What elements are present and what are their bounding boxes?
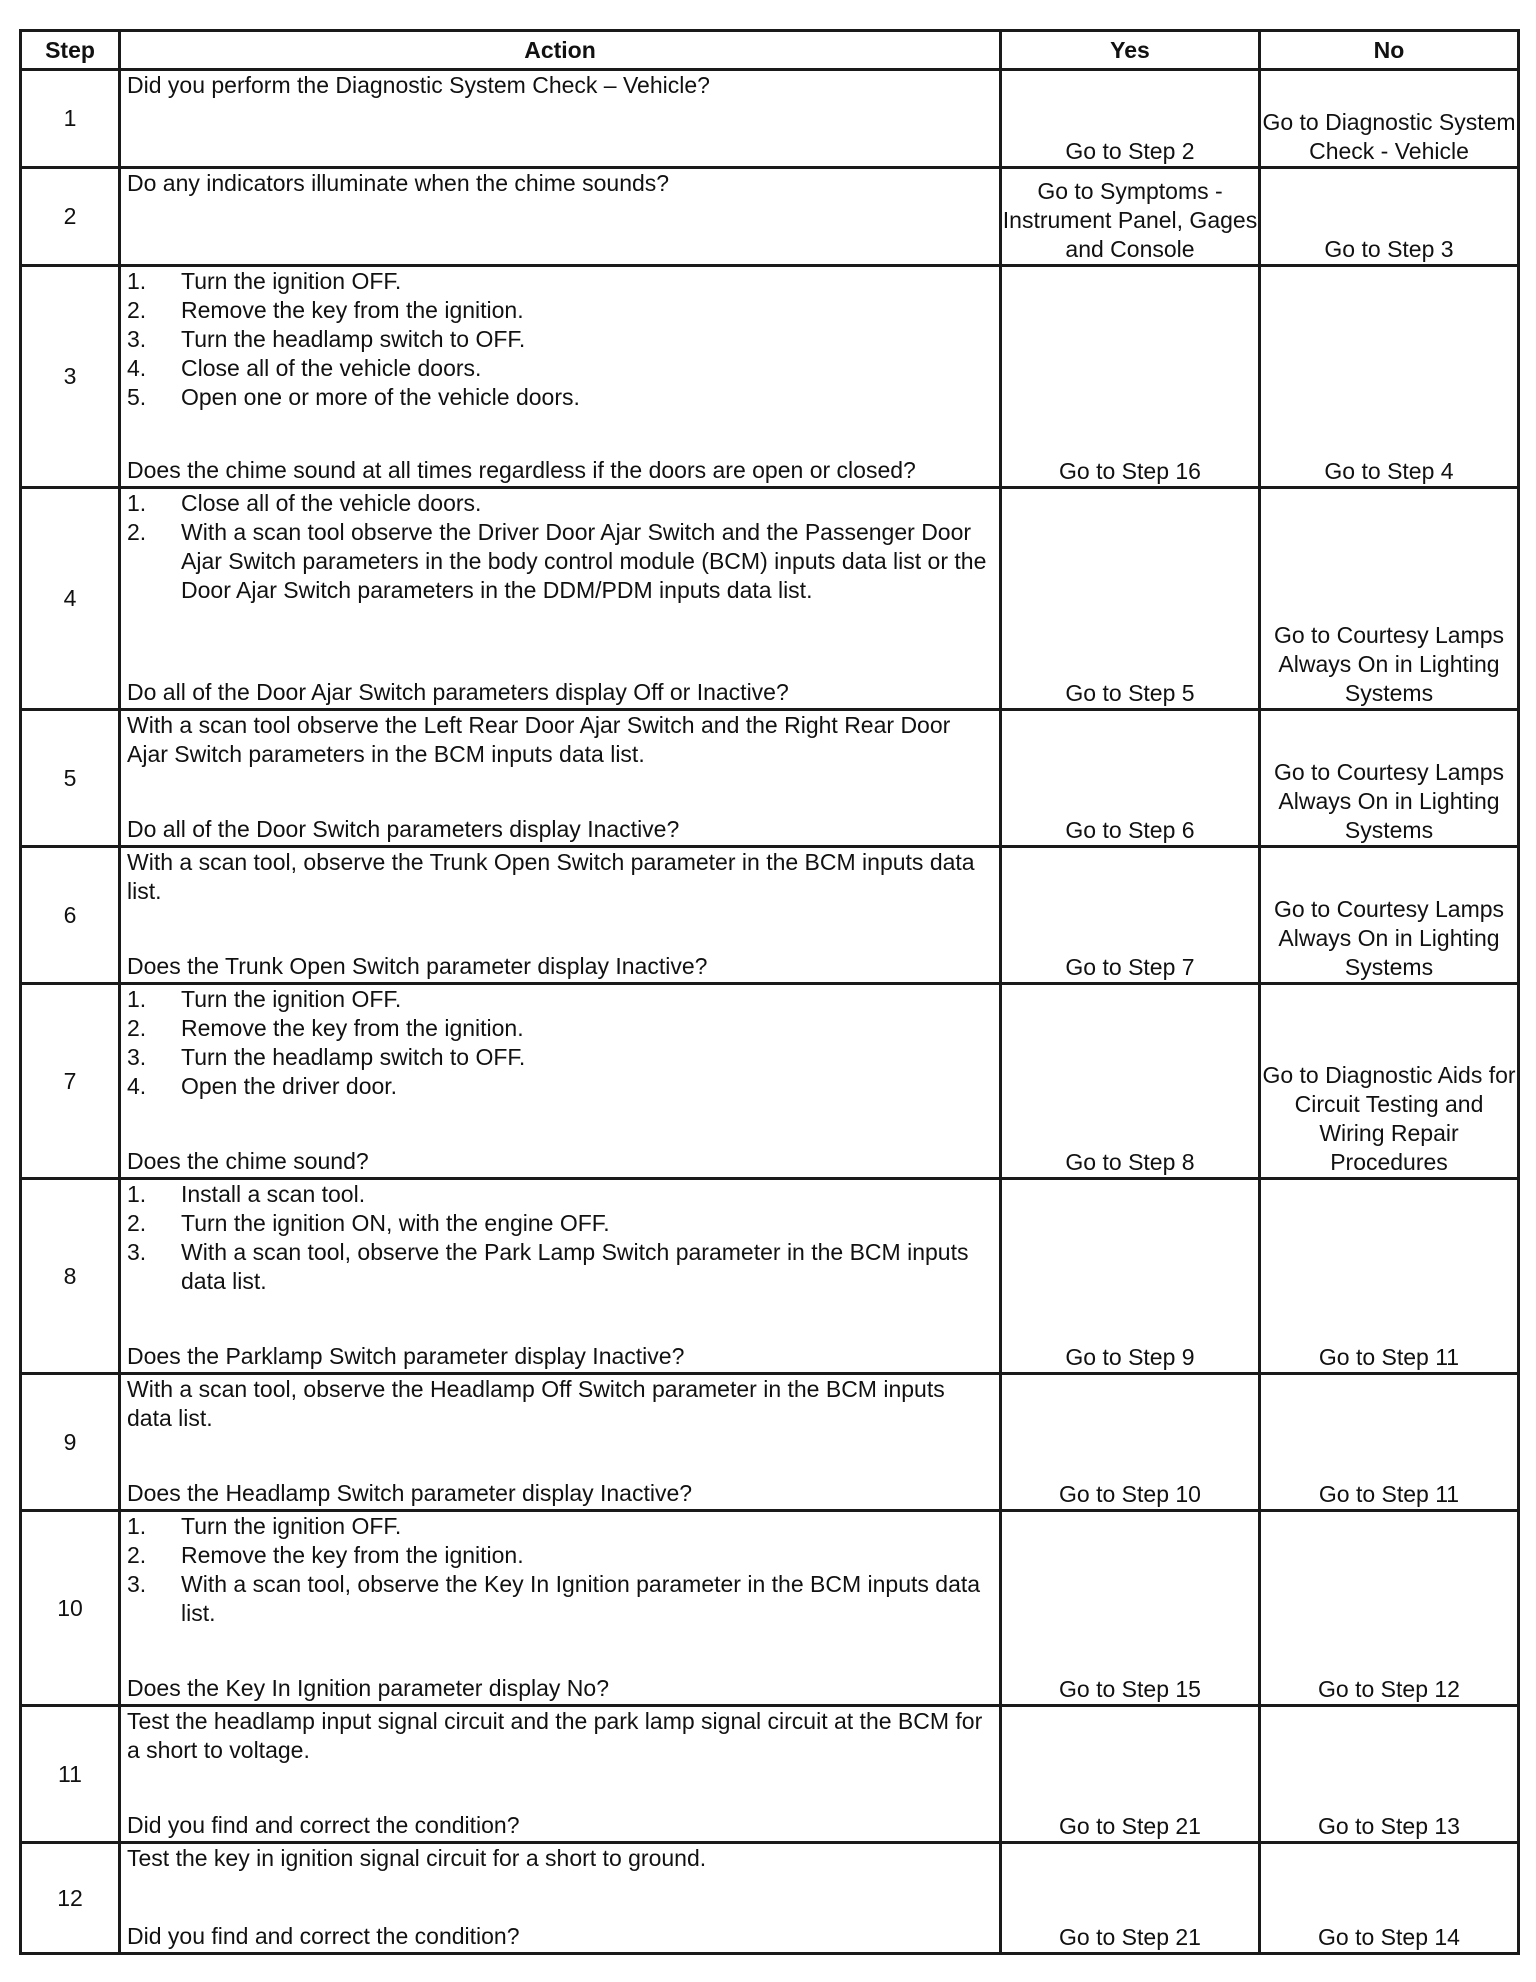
no-result: Go to Step 3	[1260, 168, 1519, 266]
list-item-text: Remove the key from the ignition.	[181, 297, 524, 323]
no-result: Go to Courtesy Lamps Always On in Lighting Systems	[1260, 488, 1519, 710]
action-cell	[120, 488, 1001, 710]
action-steps-list	[127, 489, 995, 605]
action-cell	[120, 1179, 1001, 1374]
table-row	[21, 266, 1519, 488]
list-item-number: 2.	[127, 1015, 147, 1041]
list-item-number: 4.	[127, 355, 147, 381]
list-item-text: Turn the ignition OFF.	[181, 268, 402, 294]
header-yes: Yes	[1001, 31, 1260, 70]
no-result: Go to Step 13	[1260, 1706, 1519, 1843]
no-result: Go to Diagnostic System Check - Vehicle	[1260, 70, 1519, 168]
list-item	[127, 1043, 995, 1072]
action-text: Test the key in ignition signal circuit for a short to ground.	[127, 1845, 707, 1871]
list-item	[127, 383, 995, 412]
header-no: No	[1260, 31, 1519, 70]
diagnostic-table	[19, 29, 1520, 1955]
step-number: 2	[21, 168, 120, 266]
step-number: 4	[21, 488, 120, 710]
list-item	[127, 1570, 995, 1628]
action-text: With a scan tool, observe the Headlamp Off Switch parameter in the BCM inputs data list.	[127, 1376, 945, 1431]
step-number: 11	[21, 1706, 120, 1843]
action-cell	[120, 847, 1001, 984]
header-step: Step	[21, 31, 120, 70]
list-item	[127, 1072, 995, 1101]
action-cell	[120, 266, 1001, 488]
list-item-number: 2.	[127, 519, 147, 545]
list-item-number: 3.	[127, 326, 147, 352]
no-result: Go to Step 12	[1260, 1511, 1519, 1706]
list-item-text: With a scan tool, observe the Park Lamp Switch parameter in the BCM inputs data list.	[181, 1239, 969, 1294]
table-row	[21, 984, 1519, 1179]
list-item-text: With a scan tool observe the Driver Door Ajar Switch and the Passenger Door Ajar Switch parameters in the body control module (BCM) inputs data list or the Door Ajar Switch parameters in the DDM/PDM inputs data list.	[181, 519, 987, 603]
action-text: Test the headlamp input signal circuit and the park lamp signal circuit at the BCM for a short to voltage.	[127, 1708, 983, 1763]
list-item-text: Turn the ignition OFF.	[181, 986, 402, 1012]
no-result: Go to Step 11	[1260, 1374, 1519, 1511]
action-steps-list	[127, 1180, 995, 1296]
list-item	[127, 1180, 995, 1209]
list-item-number: 2.	[127, 297, 147, 323]
no-result: Go to Step 14	[1260, 1843, 1519, 1954]
step-number: 12	[21, 1843, 120, 1954]
step-number: 10	[21, 1511, 120, 1706]
step-number: 9	[21, 1374, 120, 1511]
list-item	[127, 354, 995, 383]
list-item	[127, 1541, 995, 1570]
action-question: Does the Key In Ignition parameter display No?	[127, 1675, 609, 1701]
action-question: Do all of the Door Ajar Switch parameters display Off or Inactive?	[127, 679, 789, 705]
yes-result: Go to Step 15	[1001, 1511, 1260, 1706]
action-cell	[120, 984, 1001, 1179]
step-number: 7	[21, 984, 120, 1179]
action-question: Did you find and correct the condition?	[127, 1923, 520, 1949]
table-row	[21, 710, 1519, 847]
action-text: Did you perform the Diagnostic System Check – Vehicle?	[127, 72, 710, 98]
action-cell	[120, 1706, 1001, 1843]
list-item-text: Turn the headlamp switch to OFF.	[181, 326, 526, 352]
action-cell	[120, 710, 1001, 847]
list-item-number: 5.	[127, 384, 147, 410]
yes-result: Go to Step 7	[1001, 847, 1260, 984]
action-cell	[120, 1843, 1001, 1954]
table-row	[21, 70, 1519, 168]
table-row	[21, 1374, 1519, 1511]
yes-result: Go to Step 8	[1001, 984, 1260, 1179]
yes-result: Go to Symptoms - Instrument Panel, Gages and Console	[1001, 168, 1260, 266]
step-number: 5	[21, 710, 120, 847]
action-steps-list	[127, 267, 995, 412]
yes-result: Go to Step 10	[1001, 1374, 1260, 1511]
list-item-text: Turn the ignition ON, with the engine OFF.	[181, 1210, 610, 1236]
yes-result: Go to Step 16	[1001, 266, 1260, 488]
list-item-number: 3.	[127, 1571, 147, 1597]
list-item-number: 1.	[127, 490, 147, 516]
no-result: Go to Diagnostic Aids for Circuit Testing and Wiring Repair Procedures	[1260, 984, 1519, 1179]
list-item	[127, 1014, 995, 1043]
table-row	[21, 1843, 1519, 1954]
step-number: 3	[21, 266, 120, 488]
list-item	[127, 325, 995, 354]
action-question: Does the chime sound?	[127, 1148, 369, 1174]
list-item	[127, 267, 995, 296]
table-row	[21, 847, 1519, 984]
action-text: With a scan tool observe the Left Rear Door Ajar Switch and the Right Rear Door Ajar Switch parameters in the BCM inputs data list.	[127, 712, 951, 767]
yes-result: Go to Step 6	[1001, 710, 1260, 847]
list-item	[127, 518, 995, 605]
header-action: Action	[120, 31, 1001, 70]
action-question: Does the Headlamp Switch parameter display Inactive?	[127, 1480, 693, 1506]
step-number: 8	[21, 1179, 120, 1374]
no-result: Go to Step 4	[1260, 266, 1519, 488]
action-cell	[120, 70, 1001, 168]
list-item-number: 1.	[127, 268, 147, 294]
list-item-text: Close all of the vehicle doors.	[181, 355, 482, 381]
action-question: Do all of the Door Switch parameters display Inactive?	[127, 816, 680, 842]
no-result: Go to Courtesy Lamps Always On in Lighting Systems	[1260, 847, 1519, 984]
table-row	[21, 1511, 1519, 1706]
action-text: With a scan tool, observe the Trunk Open Switch parameter in the BCM inputs data list.	[127, 849, 975, 904]
list-item-text: Remove the key from the ignition.	[181, 1542, 524, 1568]
list-item-number: 4.	[127, 1073, 147, 1099]
list-item	[127, 1512, 995, 1541]
list-item	[127, 1209, 995, 1238]
table-body	[21, 70, 1519, 1954]
list-item-text: Remove the key from the ignition.	[181, 1015, 524, 1041]
step-number: 6	[21, 847, 120, 984]
list-item-number: 2.	[127, 1210, 147, 1236]
table-row	[21, 488, 1519, 710]
action-text: Do any indicators illuminate when the chime sounds?	[127, 170, 670, 196]
action-steps-list	[127, 1512, 995, 1628]
action-cell	[120, 1374, 1001, 1511]
table-row	[21, 1706, 1519, 1843]
no-result: Go to Courtesy Lamps Always On in Lighting Systems	[1260, 710, 1519, 847]
list-item	[127, 1238, 995, 1296]
list-item-text: With a scan tool, observe the Key In Ignition parameter in the BCM inputs data list.	[181, 1571, 981, 1626]
action-cell	[120, 168, 1001, 266]
no-result: Go to Step 11	[1260, 1179, 1519, 1374]
list-item-text: Open the driver door.	[181, 1073, 398, 1099]
header-row	[21, 31, 1519, 70]
list-item	[127, 489, 995, 518]
yes-result: Go to Step 21	[1001, 1706, 1260, 1843]
yes-result: Go to Step 9	[1001, 1179, 1260, 1374]
action-question: Did you find and correct the condition?	[127, 1812, 520, 1838]
table-row	[21, 1179, 1519, 1374]
list-item-number: 3.	[127, 1239, 147, 1265]
action-question: Does the Trunk Open Switch parameter display Inactive?	[127, 953, 708, 979]
yes-result: Go to Step 2	[1001, 70, 1260, 168]
action-question: Does the chime sound at all times regardless if the doors are open or closed?	[127, 457, 916, 483]
action-question: Does the Parklamp Switch parameter display Inactive?	[127, 1343, 685, 1369]
list-item-number: 3.	[127, 1044, 147, 1070]
table-row	[21, 168, 1519, 266]
step-number: 1	[21, 70, 120, 168]
list-item-number: 1.	[127, 1513, 147, 1539]
list-item-number: 1.	[127, 1181, 147, 1207]
list-item-text: Close all of the vehicle doors.	[181, 490, 482, 516]
action-steps-list	[127, 985, 995, 1101]
yes-result: Go to Step 21	[1001, 1843, 1260, 1954]
list-item-text: Open one or more of the vehicle doors.	[181, 384, 580, 410]
list-item	[127, 296, 995, 325]
list-item-number: 2.	[127, 1542, 147, 1568]
list-item-text: Turn the ignition OFF.	[181, 1513, 402, 1539]
yes-result: Go to Step 5	[1001, 488, 1260, 710]
list-item-text: Install a scan tool.	[181, 1181, 366, 1207]
list-item	[127, 985, 995, 1014]
list-item-number: 1.	[127, 986, 147, 1012]
action-cell	[120, 1511, 1001, 1706]
list-item-text: Turn the headlamp switch to OFF.	[181, 1044, 526, 1070]
